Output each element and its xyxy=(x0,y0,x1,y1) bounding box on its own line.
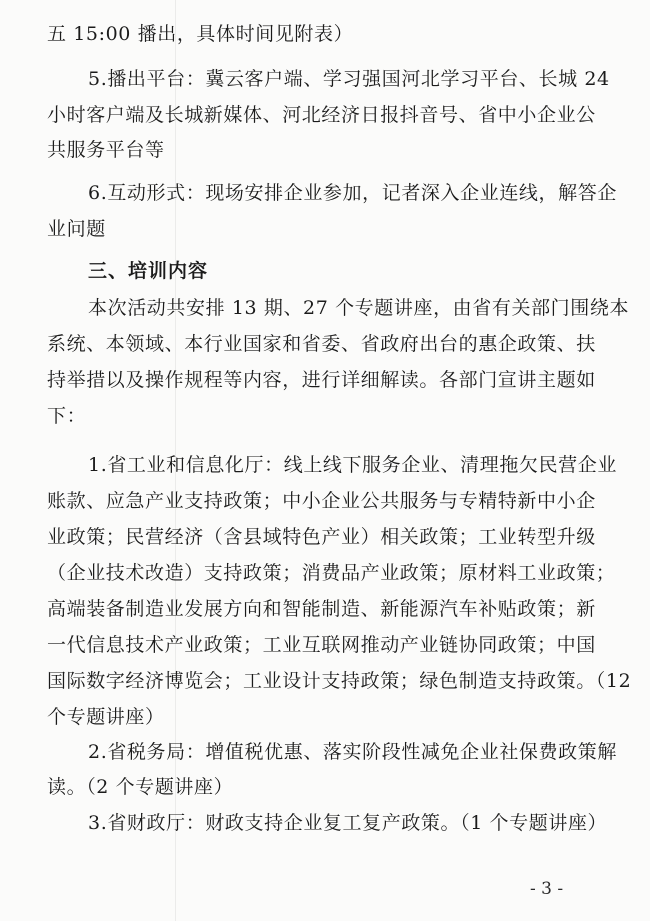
text-line-2: 5.播出平台：冀云客户端、学习强国河北学习平台、长城 24 xyxy=(88,68,610,90)
text-line-5: 6.互动形式：现场安排企业参加，记者深入企业连线，解答企 xyxy=(88,182,617,204)
text-line-21: 读。（2 个专题讲座） xyxy=(47,776,234,798)
text-line-6: 业问题 xyxy=(47,218,106,240)
text-line-4: 共服务平台等 xyxy=(47,139,165,161)
text-line-10: 持举措以及操作规程等内容，进行详细解读。各部门宣讲主题如 xyxy=(47,369,596,391)
text-line-11: 下： xyxy=(47,405,87,427)
text-line-18: 国际数字经济博览会；工业设计支持政策；绿色制造支持政策。（12 xyxy=(47,670,632,692)
text-line-13: 账款、应急产业支持政策；中小企业公共服务与专精特新中小企 xyxy=(47,490,596,512)
text-line-15: （企业技术改造）支持政策；消费品产业政策；原材料工业政策； xyxy=(47,562,616,584)
text-line-19: 个专题讲座） xyxy=(47,706,165,728)
text-line-8: 本次活动共安排 13 期、27 个专题讲座，由省有关部门围绕本 xyxy=(88,297,630,319)
text-line-3: 小时客户端及长城新媒体、河北经济日报抖音号、省中小企业公 xyxy=(47,104,596,126)
text-line-16: 高端装备制造业发展方向和智能制造、新能源汽车补贴政策；新 xyxy=(47,598,596,620)
text-line-20: 2.省税务局：增值税优惠、落实阶段性减免企业社保费政策解 xyxy=(88,741,617,763)
text-line-1: 五 15:00 播出，具体时间见附表） xyxy=(47,23,354,45)
text-line-12: 1.省工业和信息化厅：线上线下服务企业、清理拖欠民营企业 xyxy=(88,454,617,476)
page-number: - 3 - xyxy=(530,879,564,899)
text-line-14: 业政策；民营经济（含县域特色产业）相关政策；工业转型升级 xyxy=(47,526,596,548)
text-line-9: 系统、本领域、本行业国家和省委、省政府出台的惠企政策、扶 xyxy=(47,333,596,355)
text-line-22: 3.省财政厅：财政支持企业复工复产政策。（1 个专题讲座） xyxy=(88,812,608,834)
section-heading-training-content: 三、培训内容 xyxy=(88,260,209,282)
text-line-17: 一代信息技术产业政策；工业互联网推动产业链协同政策；中国 xyxy=(47,634,596,656)
